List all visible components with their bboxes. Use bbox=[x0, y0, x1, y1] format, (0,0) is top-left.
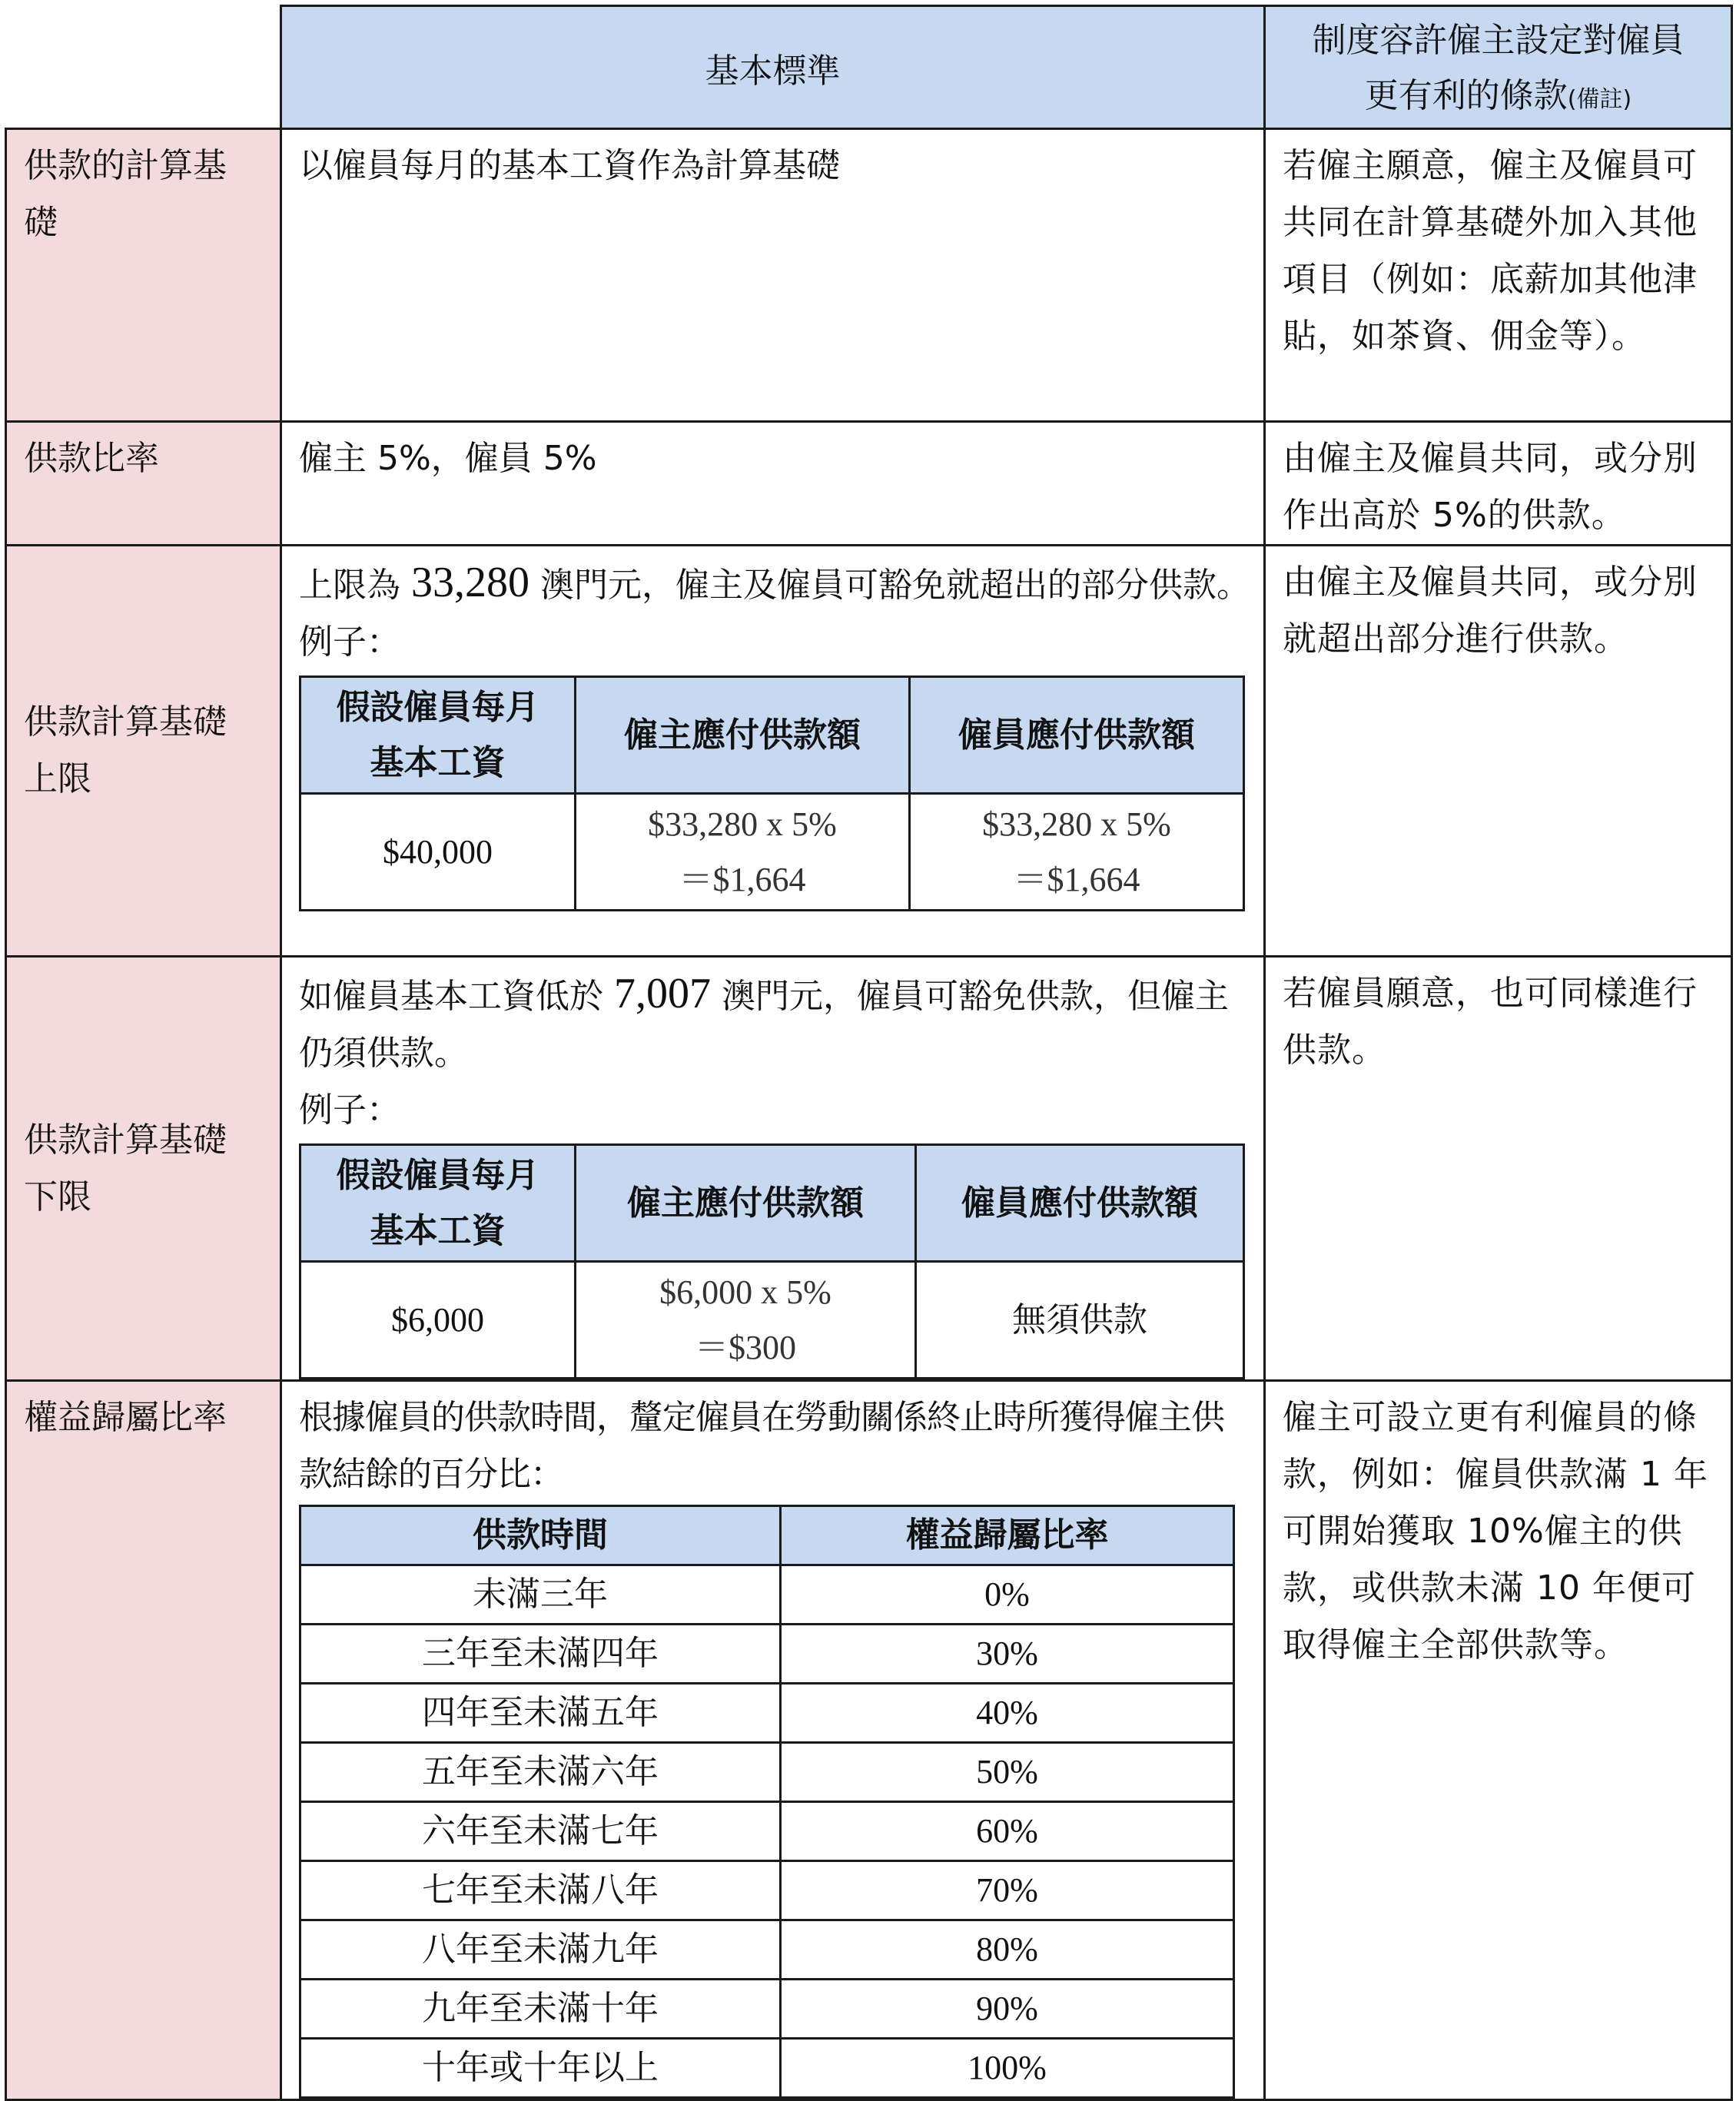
vesting-rate: 60% bbox=[781, 1802, 1234, 1861]
vesting-row bbox=[300, 1861, 1234, 1920]
lower-text bbox=[299, 965, 1253, 1082]
upper-text-post: 澳門元，僱主及僱員可豁免就超出的部分供款。 bbox=[540, 566, 1250, 605]
header-basic-standard: 基本標準 bbox=[281, 6, 1265, 129]
vesting-rate: 90% bbox=[781, 1980, 1234, 2039]
lower-example-label: 例子： bbox=[299, 1090, 400, 1130]
vesting-period: 四年至未滿五年 bbox=[300, 1684, 781, 1743]
corner-cell bbox=[6, 6, 281, 129]
vesting-th-rate: 權益歸屬比率 bbox=[781, 1506, 1234, 1565]
vesting-period: 十年或十年以上 bbox=[300, 2039, 781, 2098]
lower-th-employer: 僱主應付供款額 bbox=[576, 1145, 916, 1262]
upper-employer-calc bbox=[576, 794, 910, 911]
basis-basic: 以僱員每月的基本工資作為計算基礎 bbox=[281, 129, 1265, 422]
vesting-period: 未滿三年 bbox=[300, 1565, 781, 1625]
upper-employee-result: ＝$1,664 bbox=[1013, 860, 1140, 898]
upper-salary: $40,000 bbox=[300, 794, 576, 911]
row-label-vesting: 權益歸屬比率 bbox=[6, 1381, 281, 2100]
vesting-period: 三年至未滿四年 bbox=[300, 1625, 781, 1684]
vesting-row bbox=[300, 1565, 1234, 1625]
upper-amount: 33,280 bbox=[411, 559, 529, 606]
upper-text-pre: 上限為 bbox=[299, 566, 400, 605]
vesting-row bbox=[300, 1920, 1234, 1980]
upper-text bbox=[299, 554, 1253, 614]
upper-example-table bbox=[299, 675, 1245, 911]
vesting-row bbox=[300, 2039, 1234, 2098]
vesting-period: 八年至未滿九年 bbox=[300, 1920, 781, 1980]
upper-example-label: 例子： bbox=[299, 622, 400, 662]
lower-employee-value: 無須供款 bbox=[916, 1262, 1244, 1379]
lower-employer-formula: $6,000 x 5% bbox=[659, 1273, 831, 1311]
upper-employer-result: ＝$1,664 bbox=[679, 860, 806, 898]
row-label-upper: 供款計算基礎上限 bbox=[6, 546, 281, 957]
vesting-period: 九年至未滿十年 bbox=[300, 1980, 781, 2039]
vesting-rate: 30% bbox=[781, 1625, 1234, 1684]
lower-favorable: 若僱員願意，也可同樣進行供款。 bbox=[1265, 957, 1732, 1381]
vesting-rate: 100% bbox=[781, 2039, 1234, 2098]
vesting-intro: 根據僱員的供款時間，釐定僱員在勞動關係終止時所獲得僱主供款結餘的百分比： bbox=[299, 1398, 1224, 1494]
row-label-basis: 供款的計算基礎 bbox=[6, 129, 281, 422]
vesting-rate: 80% bbox=[781, 1920, 1234, 1980]
vesting-rate: 70% bbox=[781, 1861, 1234, 1920]
rate-favorable: 由僱主及僱員共同，或分別作出高於 5%的供款。 bbox=[1265, 422, 1732, 546]
lower-example-table bbox=[299, 1143, 1245, 1379]
contribution-scheme-table bbox=[5, 5, 1733, 2101]
vesting-row bbox=[300, 1802, 1234, 1861]
vesting-period: 七年至未滿八年 bbox=[300, 1861, 781, 1920]
lower-th-employee: 僱員應付供款額 bbox=[916, 1145, 1244, 1262]
upper-favorable: 由僱主及僱員共同，或分別就超出部分進行供款。 bbox=[1265, 546, 1732, 957]
upper-th-employer: 僱主應付供款額 bbox=[576, 677, 910, 794]
vesting-row bbox=[300, 1684, 1234, 1743]
lower-text-pre: 如僱員基本工資低於 bbox=[299, 977, 603, 1016]
vesting-favorable: 僱主可設立更有利僱員的條款，例如：僱員供款滿 1 年可開始獲取 10%僱主的供款，或供款未滿 10 年便可取得僱主全部供款等。 bbox=[1265, 1381, 1732, 2100]
lower-employer-calc bbox=[576, 1262, 916, 1379]
vesting-period: 五年至未滿六年 bbox=[300, 1743, 781, 1802]
rate-basic: 僱主 5%，僱員 5% bbox=[281, 422, 1265, 546]
vesting-rate: 40% bbox=[781, 1684, 1234, 1743]
header-favorable-line1: 制度容許僱主設定對僱員 bbox=[1312, 21, 1685, 60]
lower-text-post: 澳門元，僱員可豁免供款，但僱主仍須供款。 bbox=[299, 977, 1229, 1073]
lower-employer-result: ＝$300 bbox=[695, 1328, 796, 1366]
basis-favorable: 若僱主願意，僱主及僱員可共同在計算基礎外加入其他項目（例如：底薪加其他津貼，如茶資、佣金等）。 bbox=[1265, 129, 1732, 422]
lower-basic bbox=[281, 957, 1265, 1381]
vesting-row bbox=[300, 1980, 1234, 2039]
lower-th-salary: 假設僱員每月基本工資 bbox=[300, 1145, 576, 1262]
vesting-th-period: 供款時間 bbox=[300, 1506, 781, 1565]
lower-salary: $6,000 bbox=[300, 1262, 576, 1379]
vesting-rate: 50% bbox=[781, 1743, 1234, 1802]
upper-employee-calc bbox=[910, 794, 1244, 911]
vesting-period: 六年至未滿七年 bbox=[300, 1802, 781, 1861]
row-label-rate: 供款比率 bbox=[6, 422, 281, 546]
vesting-row bbox=[300, 1743, 1234, 1802]
upper-th-employee: 僱員應付供款額 bbox=[910, 677, 1244, 794]
upper-employer-formula: $33,280 x 5% bbox=[648, 805, 837, 843]
vesting-row bbox=[300, 1625, 1234, 1684]
row-label-lower: 供款計算基礎下限 bbox=[6, 957, 281, 1381]
vesting-rate: 0% bbox=[781, 1565, 1234, 1625]
vesting-basic bbox=[281, 1381, 1265, 2100]
upper-th-salary: 假設僱員每月基本工資 bbox=[300, 677, 576, 794]
header-favorable-line2: 更有利的條款 bbox=[1364, 76, 1568, 115]
upper-employee-formula: $33,280 x 5% bbox=[982, 805, 1171, 843]
vesting-table bbox=[299, 1505, 1235, 2099]
lower-amount: 7,007 bbox=[614, 970, 711, 1017]
header-favorable-terms bbox=[1265, 6, 1732, 129]
upper-basic bbox=[281, 546, 1265, 957]
header-favorable-note: (備註) bbox=[1567, 86, 1632, 113]
